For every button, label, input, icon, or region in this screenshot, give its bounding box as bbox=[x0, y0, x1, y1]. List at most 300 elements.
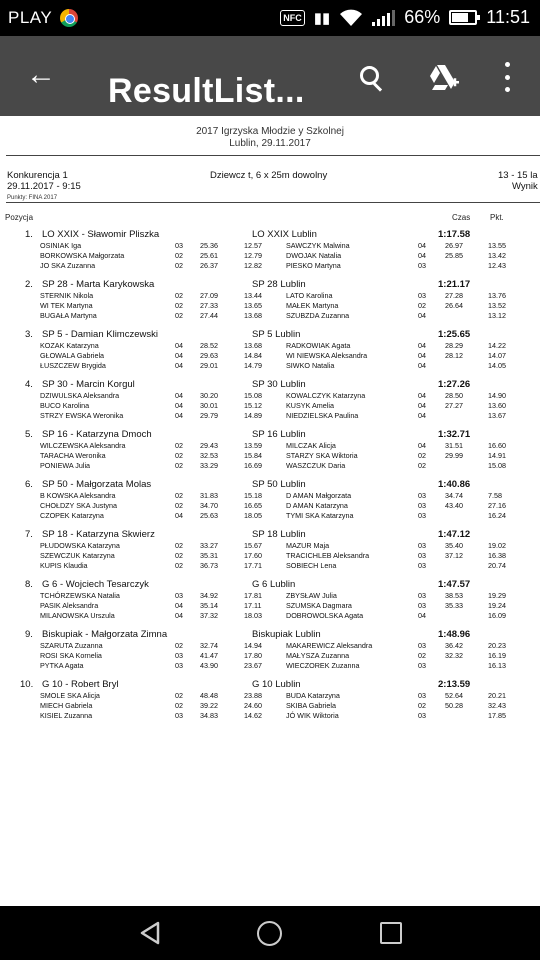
time-column-header: Czas bbox=[452, 213, 471, 222]
swimmer-split-total: 25.63 bbox=[200, 511, 218, 520]
swimmer-points: 16.60 bbox=[488, 441, 506, 450]
swimmer-split: 18.05 bbox=[244, 511, 262, 520]
age-group: 13 - 15 la bbox=[498, 170, 538, 181]
swimmer-split-total: 29.43 bbox=[200, 441, 218, 450]
swimmer-points: 27.16 bbox=[488, 501, 506, 510]
team-time: 2:13.59 bbox=[438, 679, 471, 690]
swimmer-year: 03 bbox=[418, 711, 426, 720]
swimmer-split: 15.12 bbox=[244, 401, 262, 410]
swimmer-name: MAŁEK Martyna bbox=[286, 301, 339, 310]
subheader-divider bbox=[6, 202, 540, 203]
swimmer-split-total: 35.31 bbox=[200, 551, 218, 560]
swimmer-split-total: 39.22 bbox=[200, 701, 218, 710]
swimmer-name: MILCZAK Alicja bbox=[286, 441, 336, 450]
swimmer-split-total: 27.09 bbox=[200, 291, 218, 300]
swimmer-year: 02 bbox=[175, 291, 183, 300]
swimmer-year: 03 bbox=[175, 711, 183, 720]
swimmer-year: 04 bbox=[175, 401, 183, 410]
swimmer-points: 13.42 bbox=[488, 251, 506, 260]
swimmer-points: 7.58 bbox=[488, 491, 502, 500]
swimmer-points: 32.43 bbox=[488, 701, 506, 710]
vibrate-icon: ▮▮ bbox=[313, 9, 331, 27]
swimmer-split-total: 29.01 bbox=[200, 361, 218, 370]
result-entry bbox=[0, 679, 540, 729]
result-entry bbox=[0, 229, 540, 279]
swimmer-name: SZUBZDA Zuzanna bbox=[286, 311, 350, 320]
swimmer-year: 02 bbox=[175, 491, 183, 500]
swimmer-year: 04 bbox=[418, 611, 426, 620]
result-position: 10. bbox=[20, 679, 34, 690]
team-name: SP 18 - Katarzyna Skwierz bbox=[42, 529, 155, 540]
swimmer-name: NIEDZIELSKA Paulina bbox=[286, 411, 359, 420]
team-time: 1:48.96 bbox=[438, 629, 471, 640]
swimmer-points: 13.76 bbox=[488, 291, 506, 300]
team-time: 1:40.86 bbox=[438, 479, 471, 490]
result-position: 6. bbox=[25, 479, 33, 490]
club-name: SP 50 Lublin bbox=[252, 479, 306, 490]
swimmer-name: STERNIK Nikola bbox=[40, 291, 94, 300]
competition-label: Konkurencja 1 bbox=[7, 170, 68, 181]
swimmer-split: 15.08 bbox=[244, 391, 262, 400]
swimmer-points: 14.90 bbox=[488, 391, 506, 400]
result-entry bbox=[0, 529, 540, 579]
swimmer-points: 14.22 bbox=[488, 341, 506, 350]
swimmer-year: 02 bbox=[175, 561, 183, 570]
swimmer-split: 14.84 bbox=[244, 351, 262, 360]
more-vert-icon[interactable] bbox=[500, 62, 514, 92]
points-note: Punkty: FINA 2017 bbox=[7, 195, 58, 201]
swimmer-split: 23.88 bbox=[244, 691, 262, 700]
swimmer-name: SZEWCZUK Katarzyna bbox=[40, 551, 115, 560]
swimmer-split: 13.59 bbox=[244, 441, 262, 450]
swimmer-split-total: 34.74 bbox=[445, 491, 463, 500]
swimmer-split: 17.60 bbox=[244, 551, 262, 560]
swimmer-points: 14.91 bbox=[488, 451, 506, 460]
swimmer-name: MAŁYSZA Zuzanna bbox=[286, 651, 350, 660]
swimmer-name: LATO Karolina bbox=[286, 291, 333, 300]
app-bar bbox=[0, 36, 540, 116]
team-time: 1:47.57 bbox=[438, 579, 471, 590]
team-time: 1:17.58 bbox=[438, 229, 471, 240]
swimmer-split-total: 37.12 bbox=[445, 551, 463, 560]
swimmer-name: D AMAN Małgorzata bbox=[286, 491, 352, 500]
signal-icon bbox=[372, 10, 395, 26]
swimmer-year: 04 bbox=[175, 611, 183, 620]
swimmer-year: 02 bbox=[418, 651, 426, 660]
swimmer-name: ŁUSZCZEW Brygida bbox=[40, 361, 106, 370]
swimmer-split-total: 34.70 bbox=[200, 501, 218, 510]
swimmer-year: 03 bbox=[418, 691, 426, 700]
swimmer-year: 02 bbox=[175, 501, 183, 510]
swimmer-split-total: 26.97 bbox=[445, 241, 463, 250]
swimmer-year: 04 bbox=[175, 601, 183, 610]
swimmer-year: 02 bbox=[418, 451, 426, 460]
swimmer-split-total: 27.44 bbox=[200, 311, 218, 320]
swimmer-year: 03 bbox=[418, 601, 426, 610]
team-time: 1:47.12 bbox=[438, 529, 471, 540]
swimmer-name: SZARUTA Zuzanna bbox=[40, 641, 103, 650]
swimmer-name: PŁUDOWSKA Katarzyna bbox=[40, 541, 120, 550]
result-position: 3. bbox=[25, 329, 33, 340]
swimmer-year: 02 bbox=[175, 261, 183, 270]
swimmer-split-total: 30.20 bbox=[200, 391, 218, 400]
swimmer-year: 04 bbox=[418, 401, 426, 410]
swimmer-name: RADKOWIAK Agata bbox=[286, 341, 351, 350]
swimmer-split: 16.69 bbox=[244, 461, 262, 470]
swimmer-split: 18.03 bbox=[244, 611, 262, 620]
swimmer-split: 16.65 bbox=[244, 501, 262, 510]
swimmer-split: 13.44 bbox=[244, 291, 262, 300]
swimmer-points: 14.05 bbox=[488, 361, 506, 370]
swimmer-split-total: 29.99 bbox=[445, 451, 463, 460]
swimmer-points: 19.02 bbox=[488, 541, 506, 550]
swimmer-split: 12.79 bbox=[244, 251, 262, 260]
swimmer-name: MAKAREWICZ Aleksandra bbox=[286, 641, 373, 650]
swimmer-split: 17.80 bbox=[244, 651, 262, 660]
team-name: SP 5 - Damian Klimczewski bbox=[42, 329, 158, 340]
result-entry bbox=[0, 629, 540, 679]
swimmer-split-total: 36.42 bbox=[445, 641, 463, 650]
swimmer-name: MILANOWSKA Urszula bbox=[40, 611, 115, 620]
swimmer-split: 17.71 bbox=[244, 561, 262, 570]
swimmer-split-total: 28.29 bbox=[445, 341, 463, 350]
result-entry bbox=[0, 579, 540, 629]
swimmer-name: SAWCZYK Malwina bbox=[286, 241, 350, 250]
swimmer-name: KUSYK Amelia bbox=[286, 401, 334, 410]
battery-icon bbox=[449, 10, 477, 25]
club-name: G 6 Lublin bbox=[252, 579, 296, 590]
swimmer-year: 04 bbox=[175, 411, 183, 420]
battery-percent: 66% bbox=[404, 7, 441, 27]
result-position: 5. bbox=[25, 429, 33, 440]
race-name: Dziewcz t, 6 x 25m dowolny bbox=[210, 170, 328, 181]
swimmer-name: STARZY SKA Wiktoria bbox=[286, 451, 358, 460]
swimmer-split: 12.82 bbox=[244, 261, 262, 270]
swimmer-split-total: 27.33 bbox=[200, 301, 218, 310]
swimmer-name: KOWALCZYK Katarzyna bbox=[286, 391, 366, 400]
swimmer-year: 04 bbox=[418, 441, 426, 450]
swimmer-split-total: 27.28 bbox=[445, 291, 463, 300]
swimmer-points: 20.23 bbox=[488, 641, 506, 650]
swimmer-split-total: 25.61 bbox=[200, 251, 218, 260]
swimmer-year: 02 bbox=[175, 541, 183, 550]
document-title: ResultList... bbox=[108, 72, 305, 110]
swimmer-split-total: 25.85 bbox=[445, 251, 463, 260]
swimmer-split-total: 31.83 bbox=[200, 491, 218, 500]
swimmer-points: 12.43 bbox=[488, 261, 506, 270]
swimmer-year: 04 bbox=[418, 351, 426, 360]
swimmer-name: SIWKO Natalia bbox=[286, 361, 335, 370]
result-position: 1. bbox=[25, 229, 33, 240]
swimmer-points: 16.19 bbox=[488, 651, 506, 660]
club-name: SP 28 Lublin bbox=[252, 279, 306, 290]
swimmer-year: 02 bbox=[175, 551, 183, 560]
swimmer-name: PONIEWA Julia bbox=[40, 461, 91, 470]
team-name: LO XXIX - Sławomir Pliszka bbox=[42, 229, 160, 240]
swimmer-points: 16.09 bbox=[488, 611, 506, 620]
swimmer-name: WI NIEWSKA Aleksandra bbox=[286, 351, 368, 360]
swimmer-split-total: 30.01 bbox=[200, 401, 218, 410]
swimmer-year: 03 bbox=[175, 651, 183, 660]
swimmer-split-total: 31.51 bbox=[445, 441, 463, 450]
swimmer-year: 04 bbox=[418, 361, 426, 370]
swimmer-year: 02 bbox=[175, 461, 183, 470]
document-viewer[interactable] bbox=[0, 36, 540, 906]
back-arrow-icon[interactable]: ← bbox=[26, 58, 56, 91]
swimmer-year: 02 bbox=[175, 641, 183, 650]
swimmer-year: 03 bbox=[418, 511, 426, 520]
swimmer-points: 16.13 bbox=[488, 661, 506, 670]
swimmer-split-total: 50.28 bbox=[445, 701, 463, 710]
club-name: G 10 Lublin bbox=[252, 679, 301, 690]
swimmer-year: 03 bbox=[418, 641, 426, 650]
swimmer-split-total: 32.32 bbox=[445, 651, 463, 660]
team-name: SP 30 - Marcin Korgul bbox=[42, 379, 135, 390]
competition-datetime: 29.11.2017 - 9:15 bbox=[7, 181, 81, 192]
clock: 11:51 bbox=[486, 7, 530, 27]
swimmer-name: KUPIS Klaudia bbox=[40, 561, 88, 570]
swimmer-split-total: 52.64 bbox=[445, 691, 463, 700]
team-name: Biskupiak - Małgorzata Zimna bbox=[42, 629, 168, 640]
swimmer-split: 17.11 bbox=[244, 601, 262, 610]
swimmer-split: 23.67 bbox=[244, 661, 262, 670]
swimmer-split: 14.89 bbox=[244, 411, 262, 420]
swimmer-split-total: 29.79 bbox=[200, 411, 218, 420]
swimmer-split: 24.60 bbox=[244, 701, 262, 710]
swimmer-name: DWOJAK Natalia bbox=[286, 251, 342, 260]
swimmer-points: 16.24 bbox=[488, 511, 506, 520]
team-time: 1:32.71 bbox=[438, 429, 471, 440]
club-name: Biskupiak Lublin bbox=[252, 629, 321, 640]
swimmer-name: TCHÓRZEWSKA Natalia bbox=[40, 591, 120, 600]
status-right bbox=[280, 7, 530, 28]
swimmer-points: 13.12 bbox=[488, 311, 506, 320]
swimmer-name: BUDA Katarzyna bbox=[286, 691, 340, 700]
swimmer-year: 04 bbox=[418, 341, 426, 350]
swimmer-split-total: 32.74 bbox=[200, 641, 218, 650]
swimmer-name: ROSI SKA Kornelia bbox=[40, 651, 102, 660]
chrome-icon bbox=[60, 9, 78, 27]
swimmer-split-total: 48.48 bbox=[200, 691, 218, 700]
swimmer-split: 14.62 bbox=[244, 711, 262, 720]
swimmer-name: MAZUR Maja bbox=[286, 541, 330, 550]
search-icon[interactable] bbox=[360, 66, 382, 88]
team-time: 1:21.17 bbox=[438, 279, 471, 290]
swimmer-name: B KOWSKA Aleksandra bbox=[40, 491, 116, 500]
result-entry bbox=[0, 479, 540, 529]
swimmer-year: 03 bbox=[418, 291, 426, 300]
swimmer-split: 13.65 bbox=[244, 301, 262, 310]
result-entry bbox=[0, 279, 540, 329]
swimmer-name: BUGAŁA Martyna bbox=[40, 311, 97, 320]
add-to-drive-icon[interactable] bbox=[428, 64, 460, 92]
result-document bbox=[0, 36, 540, 906]
swimmer-points: 20.21 bbox=[488, 691, 506, 700]
swimmer-points: 13.60 bbox=[488, 401, 506, 410]
swimmer-year: 02 bbox=[175, 691, 183, 700]
swimmer-year: 03 bbox=[175, 241, 183, 250]
swimmer-split-total: 28.52 bbox=[200, 341, 218, 350]
swimmer-points: 14.07 bbox=[488, 351, 506, 360]
event-place-date: Lublin, 29.11.2017 bbox=[229, 138, 311, 149]
swimmer-name: SZUMSKA Dagmara bbox=[286, 601, 352, 610]
swimmer-name: TARACHA Weronika bbox=[40, 451, 106, 460]
swimmer-split-total: 36.73 bbox=[200, 561, 218, 570]
swimmer-name: WI TEK Martyna bbox=[40, 301, 93, 310]
position-column-header: Pozycja bbox=[5, 213, 34, 222]
swimmer-year: 04 bbox=[175, 391, 183, 400]
swimmer-points: 19.29 bbox=[488, 591, 506, 600]
swimmer-year: 03 bbox=[418, 561, 426, 570]
swimmer-year: 04 bbox=[418, 311, 426, 320]
swimmer-name: PIESKO Martyna bbox=[286, 261, 341, 270]
swimmer-name: DZIWULSKA Aleksandra bbox=[40, 391, 120, 400]
result-position: 9. bbox=[25, 629, 33, 640]
navigation-bar bbox=[0, 906, 540, 960]
wifi-icon bbox=[339, 9, 363, 27]
swimmer-year: 04 bbox=[418, 411, 426, 420]
swimmer-split-total: 28.12 bbox=[445, 351, 463, 360]
play-label: PLAY bbox=[8, 8, 53, 27]
result-entry bbox=[0, 329, 540, 379]
swimmer-year: 03 bbox=[418, 551, 426, 560]
swimmer-split-total: 33.29 bbox=[200, 461, 218, 470]
swimmer-name: SKIBA Gabriela bbox=[286, 701, 336, 710]
swimmer-name: KOZAK Katarzyna bbox=[40, 341, 99, 350]
swimmer-name: WASZCZUK Daria bbox=[286, 461, 346, 470]
nfc-icon: NFC bbox=[280, 10, 305, 26]
team-name: SP 28 - Marta Karykowska bbox=[42, 279, 155, 290]
result-entry bbox=[0, 429, 540, 479]
swimmer-year: 02 bbox=[418, 301, 426, 310]
swimmer-name: KISIEL Zuzanna bbox=[40, 711, 93, 720]
swimmer-year: 04 bbox=[418, 391, 426, 400]
swimmer-split-total: 34.83 bbox=[200, 711, 218, 720]
swimmer-points: 13.55 bbox=[488, 241, 506, 250]
swimmer-name: DOBROWOLSKA Agata bbox=[286, 611, 364, 620]
swimmer-name: STRZY EWSKA Weronika bbox=[40, 411, 124, 420]
swimmer-year: 04 bbox=[418, 241, 426, 250]
nav-home-icon[interactable] bbox=[257, 921, 282, 946]
swimmer-split: 13.68 bbox=[244, 311, 262, 320]
swimmer-name: SMOLE SKA Alicja bbox=[40, 691, 100, 700]
status-left bbox=[8, 8, 78, 28]
swimmer-year: 04 bbox=[175, 351, 183, 360]
swimmer-year: 02 bbox=[175, 251, 183, 260]
nav-recents-icon[interactable] bbox=[380, 922, 402, 944]
status-bar bbox=[0, 0, 540, 36]
swimmer-year: 03 bbox=[418, 541, 426, 550]
swimmer-split-total: 41.47 bbox=[200, 651, 218, 660]
swimmer-name: GŁOWALA Gabriela bbox=[40, 351, 105, 360]
swimmer-split: 14.94 bbox=[244, 641, 262, 650]
swimmer-year: 02 bbox=[175, 441, 183, 450]
swimmer-points: 16.38 bbox=[488, 551, 506, 560]
team-time: 1:25.65 bbox=[438, 329, 471, 340]
swimmer-points: 17.85 bbox=[488, 711, 506, 720]
team-time: 1:27.26 bbox=[438, 379, 471, 390]
swimmer-split-total: 26.37 bbox=[200, 261, 218, 270]
swimmer-name: D AMAN Katarzyna bbox=[286, 501, 348, 510]
team-name: SP 50 - Małgorzata Molas bbox=[42, 479, 152, 490]
swimmer-name: WIECZOREK Zuzanna bbox=[286, 661, 360, 670]
swimmer-split: 15.18 bbox=[244, 491, 262, 500]
swimmer-split-total: 35.14 bbox=[200, 601, 218, 610]
swimmer-name: PASIK Aleksandra bbox=[40, 601, 99, 610]
swimmer-split: 15.84 bbox=[244, 451, 262, 460]
swimmer-split: 17.81 bbox=[244, 591, 262, 600]
swimmer-year: 03 bbox=[418, 261, 426, 270]
points-column-header: Pkt. bbox=[490, 213, 504, 222]
result-position: 4. bbox=[25, 379, 33, 390]
swimmer-year: 04 bbox=[175, 361, 183, 370]
swimmer-name: SOBIECH Lena bbox=[286, 561, 337, 570]
swimmer-year: 04 bbox=[418, 251, 426, 260]
swimmer-name: ZBYSŁAW Julia bbox=[286, 591, 337, 600]
swimmer-name: JO SKA Zuzanna bbox=[40, 261, 96, 270]
nav-back-icon[interactable] bbox=[138, 921, 162, 945]
swimmer-split-total: 43.90 bbox=[200, 661, 218, 670]
swimmer-year: 04 bbox=[175, 511, 183, 520]
swimmer-points: 13.52 bbox=[488, 301, 506, 310]
swimmer-name: WILCZEWSKA Aleksandra bbox=[40, 441, 126, 450]
swimmer-year: 02 bbox=[175, 311, 183, 320]
swimmer-split: 15.67 bbox=[244, 541, 262, 550]
team-name: G 6 - Wojciech Tesarczyk bbox=[42, 579, 149, 590]
swimmer-split-total: 27.27 bbox=[445, 401, 463, 410]
swimmer-split-total: 43.40 bbox=[445, 501, 463, 510]
swimmer-points: 19.24 bbox=[488, 601, 506, 610]
swimmer-year: 03 bbox=[418, 661, 426, 670]
swimmer-year: 03 bbox=[418, 501, 426, 510]
swimmer-split-total: 28.50 bbox=[445, 391, 463, 400]
club-name: LO XXIX Lublin bbox=[252, 229, 317, 240]
swimmer-year: 04 bbox=[175, 341, 183, 350]
event-title: 2017 Igrzyska Młodzie y Szkolnej bbox=[196, 126, 344, 137]
swimmer-year: 02 bbox=[418, 461, 426, 470]
swimmer-split-total: 33.27 bbox=[200, 541, 218, 550]
swimmer-split-total: 29.63 bbox=[200, 351, 218, 360]
swimmer-name: CZOPEK Katarzyna bbox=[40, 511, 104, 520]
swimmer-split-total: 37.32 bbox=[200, 611, 218, 620]
swimmer-split: 12.57 bbox=[244, 241, 262, 250]
swimmer-name: TRACICHLEB Aleksandra bbox=[286, 551, 370, 560]
team-name: SP 16 - Katarzyna Dmoch bbox=[42, 429, 152, 440]
swimmer-name: MIECH Gabriela bbox=[40, 701, 93, 710]
swimmer-split-total: 35.33 bbox=[445, 601, 463, 610]
swimmer-year: 02 bbox=[175, 301, 183, 310]
club-name: SP 18 Lublin bbox=[252, 529, 306, 540]
swimmer-split-total: 38.53 bbox=[445, 591, 463, 600]
swimmer-year: 02 bbox=[175, 451, 183, 460]
swimmer-split: 13.68 bbox=[244, 341, 262, 350]
swimmer-name: TYMI SKA Katarzyna bbox=[286, 511, 354, 520]
swimmer-split: 14.79 bbox=[244, 361, 262, 370]
swimmer-year: 02 bbox=[418, 701, 426, 710]
swimmer-split-total: 35.40 bbox=[445, 541, 463, 550]
swimmer-year: 03 bbox=[418, 491, 426, 500]
swimmer-year: 03 bbox=[418, 591, 426, 600]
result-entry bbox=[0, 379, 540, 429]
header-divider bbox=[6, 155, 540, 156]
club-name: SP 30 Lublin bbox=[252, 379, 306, 390]
swimmer-points: 20.74 bbox=[488, 561, 506, 570]
swimmer-year: 03 bbox=[175, 661, 183, 670]
swimmer-points: 13.67 bbox=[488, 411, 506, 420]
club-name: SP 5 Lublin bbox=[252, 329, 301, 340]
swimmer-year: 03 bbox=[175, 591, 183, 600]
swimmer-name: PYTKA Agata bbox=[40, 661, 84, 670]
